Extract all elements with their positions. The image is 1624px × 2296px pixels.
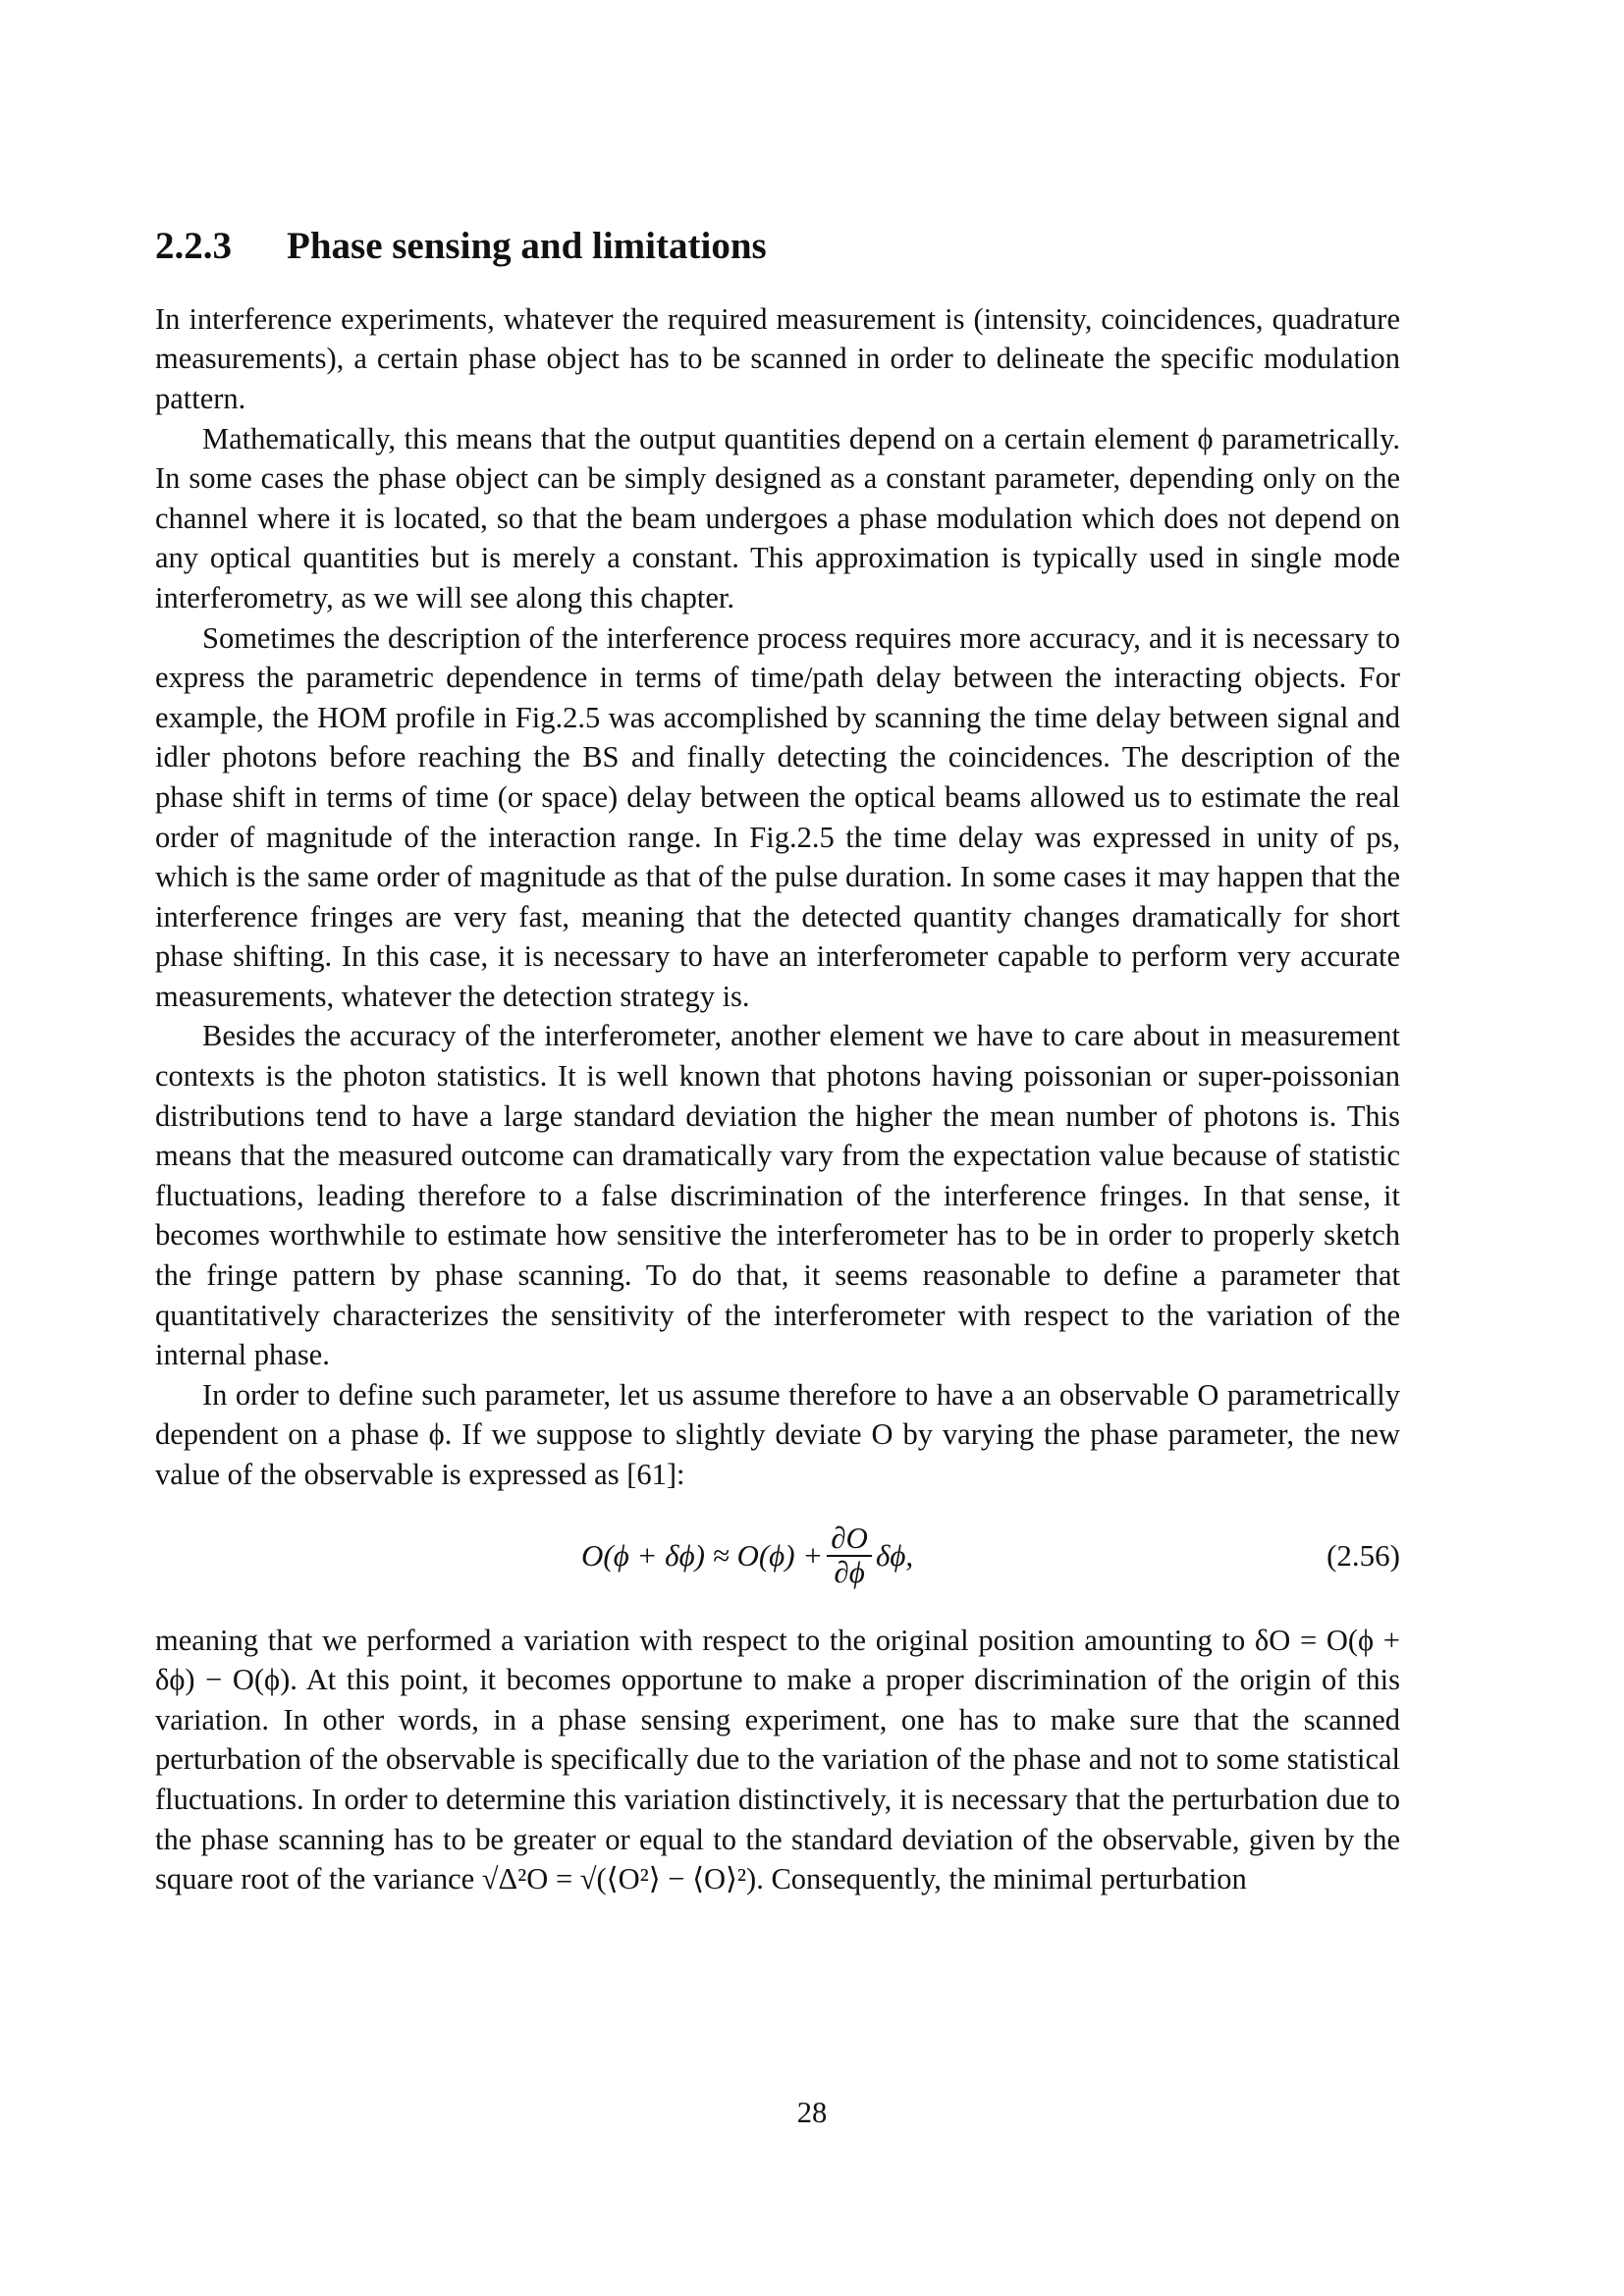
paragraph-2: Mathematically, this means that the output quantities depend on a certain element ϕ parametrically. In some cases the phase object can be simply designed as a constant parameter, depending only on the channel where it is located, so that the beam undergoes a phase modulation which does not depend on any optical quantities but is merely a constant. This approximation is typically used in single mode interferometry, as we will see along this chapter. [155, 421, 1400, 614]
paragraph-5: In order to define such parameter, let us assume therefore to have a an observable O parametrically dependent on a phase ϕ. If we suppose to slightly deviate O by varying the phase parameter, the new value of the observable is expressed as [61]: [155, 1377, 1400, 1492]
section-heading [155, 224, 1400, 270]
fraction-denominator: ∂ϕ [834, 1554, 865, 1589]
equation-body [581, 1513, 913, 1599]
equation-lhs: O(ϕ + δϕ) ≈ O(ϕ) + [581, 1537, 824, 1573]
fraction-numerator: ∂O [831, 1521, 868, 1556]
equation-number: (2.56) [1326, 1537, 1400, 1573]
paragraph-6: meaning that we performed a variation with respect to the original position amounting to δO = O(ϕ + δϕ) − O(ϕ). At this point, it becomes opportune to make a proper discrimination of the origin of this variation. In other words, in a phase sensing experiment, one has to make sure that the scanned perturbation of the observable is specifically due to the variation of the phase and not to some statistical fluctuations. In order to determine this variation distinctively, it is necessary that the perturbation due to the phase scanning has to be greater or equal to the standard deviation of the observable, given by the square root of the variance √Δ²O = √(⟨O²⟩ − ⟨O⟩²). Consequently, the minimal perturbation [155, 1623, 1400, 1896]
section-number: 2.2.3 [155, 225, 232, 267]
partial-derivative-fraction [827, 1522, 872, 1588]
equation-tail: δϕ, [875, 1537, 914, 1573]
page-content [155, 224, 1400, 1899]
paragraph-3: Sometimes the description of the interference process requires more accuracy, and it is necessary to express the parametric dependence in terms of time/path delay between the interacting objects. For example, the HOM profile in Fig.2.5 was accomplished by scanning the time delay between signal and idler photons before reaching the BS and finally detecting the coincidences. The description of the phase shift in terms of time (or space) delay between the optical beams allowed us to estimate the real order of magnitude of the interaction range. In Fig.2.5 the time delay was expressed in unity of ps, which is the same order of magnitude as that of the pulse duration. In some cases it may happen that the interference fringes are very fast, meaning that the detected quantity changes dramatically for short phase shifting. In this case, it is necessary to have an interferometer capable to perform very accurate measurements, whatever the detection strategy is. [155, 620, 1400, 1013]
paragraph-1: In interference experiments, whatever the required measurement is (intensity, coincidences, quadrature measurements), a certain phase object has to be scanned in order to delineate the specific modulation pattern. [155, 301, 1400, 415]
equation-2-56 [155, 1513, 1400, 1599]
page-number: 28 [796, 2096, 828, 2129]
section-title: Phase sensing and limitations [287, 225, 767, 267]
paragraph-4: Besides the accuracy of the interferometer, another element we have to care about in measurement contexts is the photon statistics. It is well known that photons having poissonian or super-poissonian distributions tend to have a large standard deviation the higher the mean number of photons is. This means that the measured outcome can dramatically vary from the expectation value because of statistic fluctuations, leading therefore to a false discrimination of the interference fringes. In that sense, it becomes worthwhile to estimate how sensitive the interferometer has to be in order to properly sketch the fringe pattern by phase scanning. To do that, it seems reasonable to define a parameter that quantitatively characterizes the sensitivity of the interferometer with respect to the variation of the internal phase. [155, 1019, 1400, 1372]
